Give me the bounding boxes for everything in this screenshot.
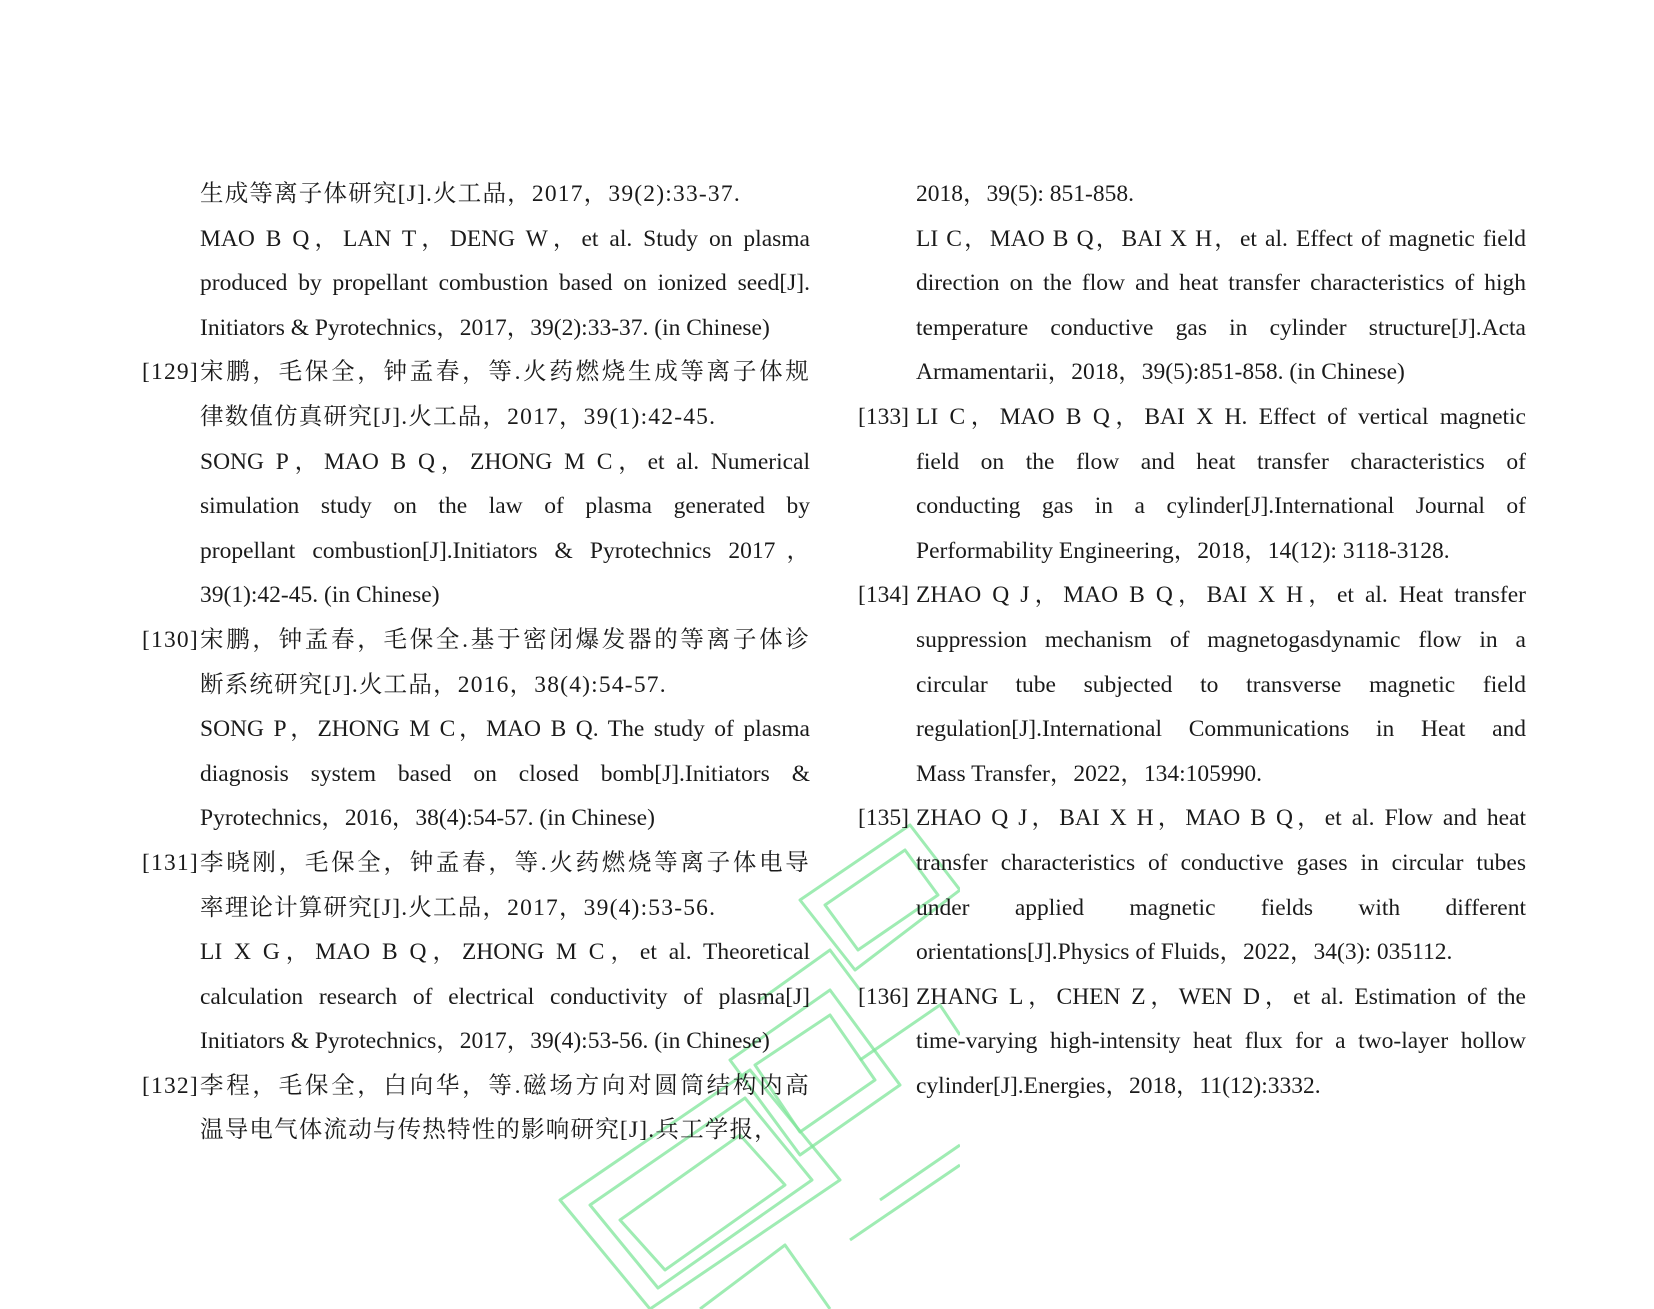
reference-number: [131] — [142, 849, 199, 876]
reference-text: circular tube subjected to transverse magnetic field — [916, 671, 1526, 698]
reference-text: 2018，39(5): 851-858. — [916, 181, 1135, 207]
reference-line — [142, 484, 810, 529]
reference-line — [142, 618, 810, 663]
reference-line — [858, 217, 1526, 262]
reference-line — [142, 752, 810, 797]
reference-text: direction on the flow and heat transfer characteristics of high — [916, 270, 1526, 297]
reference-line — [142, 306, 810, 351]
reference-text: 宋鹏，钟孟春，毛保全.基于密闭爆发器的等离子体诊 — [200, 626, 810, 653]
reference-line — [142, 1108, 810, 1153]
reference-line — [858, 440, 1526, 485]
reference-text: Performability Engineering，2018，14(12): 3118-3128. — [916, 537, 1450, 564]
reference-line — [142, 172, 810, 217]
reference-line — [142, 1064, 810, 1109]
reference-text: Initiators & Pyrotechnics，2017，39(2):33-37. (in Chinese) — [200, 314, 770, 341]
reference-line — [858, 484, 1526, 529]
reference-text: SONG P，MAO B Q，ZHONG M C，et al. Numerical — [200, 448, 810, 475]
reference-text: produced by propellant combustion based on ionized seed[J]. — [200, 270, 810, 297]
reference-text: conducting gas in a cylinder[J].International Journal of — [916, 493, 1526, 520]
reference-line — [858, 261, 1526, 306]
reference-line — [858, 752, 1526, 797]
reference-text: LI X G，MAO B Q，ZHONG M C，et al. Theoretical — [200, 939, 810, 966]
reference-line — [858, 172, 1526, 217]
reference-number: [135] — [858, 805, 909, 832]
reference-text: 39(1):42-45. (in Chinese) — [200, 582, 440, 609]
reference-text: transfer characteristics of conductive gases in circular tubes — [916, 849, 1526, 876]
reference-text: 李程，毛保全，白向华，等.磁场方向对圆筒结构内高 — [200, 1072, 810, 1099]
reference-line — [858, 975, 1526, 1020]
reference-number: [130] — [142, 626, 199, 653]
reference-text: cylinder[J].Energies，2018，11(12):3332. — [916, 1072, 1321, 1099]
reference-line — [142, 886, 810, 931]
reference-text: temperature conductive gas in cylinder structure[J].Acta — [916, 314, 1526, 341]
reference-line — [142, 350, 810, 395]
reference-line — [142, 440, 810, 485]
reference-line — [858, 707, 1526, 752]
reference-text: orientations[J].Physics of Fluids，2022，34(3): 035112. — [916, 939, 1453, 966]
reference-line — [142, 573, 810, 618]
reference-line — [858, 796, 1526, 841]
reference-line — [858, 529, 1526, 574]
reference-line — [142, 395, 810, 440]
reference-line — [858, 841, 1526, 886]
reference-text: 律数值仿真研究[J].火工品，2017，39(1):42-45. — [200, 403, 717, 430]
reference-line — [858, 350, 1526, 395]
reference-text: MAO B Q，LAN T，DENG W，et al. Study on plasma — [200, 225, 810, 252]
reference-text: 温导电气体流动与传热特性的影响研究[J].兵工学报， — [200, 1117, 779, 1144]
reference-line — [858, 395, 1526, 440]
reference-number: [129] — [142, 359, 199, 386]
reference-line — [142, 261, 810, 306]
reference-text: regulation[J].International Communications in Heat and — [916, 716, 1526, 743]
reference-line — [142, 975, 810, 1020]
reference-number: [134] — [858, 582, 909, 609]
reference-text: Mass Transfer，2022，134:105990. — [916, 760, 1262, 787]
reference-text: time-varying high-intensity heat flux for a two-layer hollow — [916, 1028, 1526, 1055]
reference-line — [142, 796, 810, 841]
reference-line — [142, 529, 810, 574]
reference-text: field on the flow and heat transfer characteristics of — [916, 448, 1526, 475]
reference-line — [142, 841, 810, 886]
reference-number: [132] — [142, 1072, 199, 1099]
reference-text: under applied magnetic fields with different — [916, 894, 1526, 921]
reference-text: calculation research of electrical conductivity of plasma[J] — [200, 983, 810, 1010]
reference-text: 率理论计算研究[J].火工品，2017，39(4):53-56. — [200, 894, 717, 921]
reference-line — [858, 306, 1526, 351]
reference-text: suppression mechanism of magnetogasdynamic flow in a — [916, 626, 1526, 653]
reference-line — [858, 886, 1526, 931]
reference-text: diagnosis system based on closed bomb[J].Initiators & — [200, 760, 810, 787]
reference-text: LI C，MAO B Q，BAI X H. Effect of vertical magnetic — [916, 403, 1526, 430]
reference-line — [858, 1019, 1526, 1064]
reference-line — [858, 1064, 1526, 1109]
reference-text: Pyrotechnics，2016，38(4):54-57. (in Chinese) — [200, 805, 655, 832]
reference-text: 断系统研究[J].火工品，2016，38(4):54-57. — [200, 671, 667, 698]
reference-line — [142, 217, 810, 262]
reference-text: SONG P，ZHONG M C，MAO B Q. The study of plasma — [200, 716, 810, 743]
reference-text: Initiators & Pyrotechnics，2017，39(4):53-56. (in Chinese) — [200, 1028, 770, 1055]
reference-line — [858, 663, 1526, 708]
reference-text: 生成等离子体研究[J].火工品，2017，39(2):33-37. — [200, 181, 741, 207]
reference-line — [858, 930, 1526, 975]
reference-line — [142, 930, 810, 975]
right-column — [858, 172, 1526, 1108]
reference-text: propellant combustion[J].Initiators & Pyrotechnics 2017， — [200, 537, 810, 564]
reference-line — [142, 663, 810, 708]
left-column — [142, 172, 810, 1153]
reference-line — [142, 707, 810, 752]
reference-number: [133] — [858, 403, 909, 430]
reference-text: ZHAO Q J，BAI X H，MAO B Q，et al. Flow and heat — [916, 805, 1526, 832]
reference-text: ZHANG L，CHEN Z，WEN D，et al. Estimation of the — [916, 983, 1526, 1010]
reference-number: [136] — [858, 983, 909, 1010]
reference-line — [858, 618, 1526, 663]
reference-text: LI C，MAO B Q，BAI X H，et al. Effect of magnetic field — [916, 225, 1526, 252]
reference-text: 李晓刚，毛保全，钟孟春，等.火药燃烧等离子体电导 — [200, 849, 810, 876]
reference-text: ZHAO Q J，MAO B Q，BAI X H，et al. Heat transfer — [916, 582, 1526, 609]
reference-line — [858, 573, 1526, 618]
reference-text: Armamentarii，2018，39(5):851-858. (in Chinese) — [916, 359, 1405, 386]
reference-text: 宋鹏，毛保全，钟孟春，等.火药燃烧生成等离子体规 — [200, 359, 810, 386]
reference-line — [142, 1019, 810, 1064]
reference-text: simulation study on the law of plasma generated by — [200, 493, 810, 520]
